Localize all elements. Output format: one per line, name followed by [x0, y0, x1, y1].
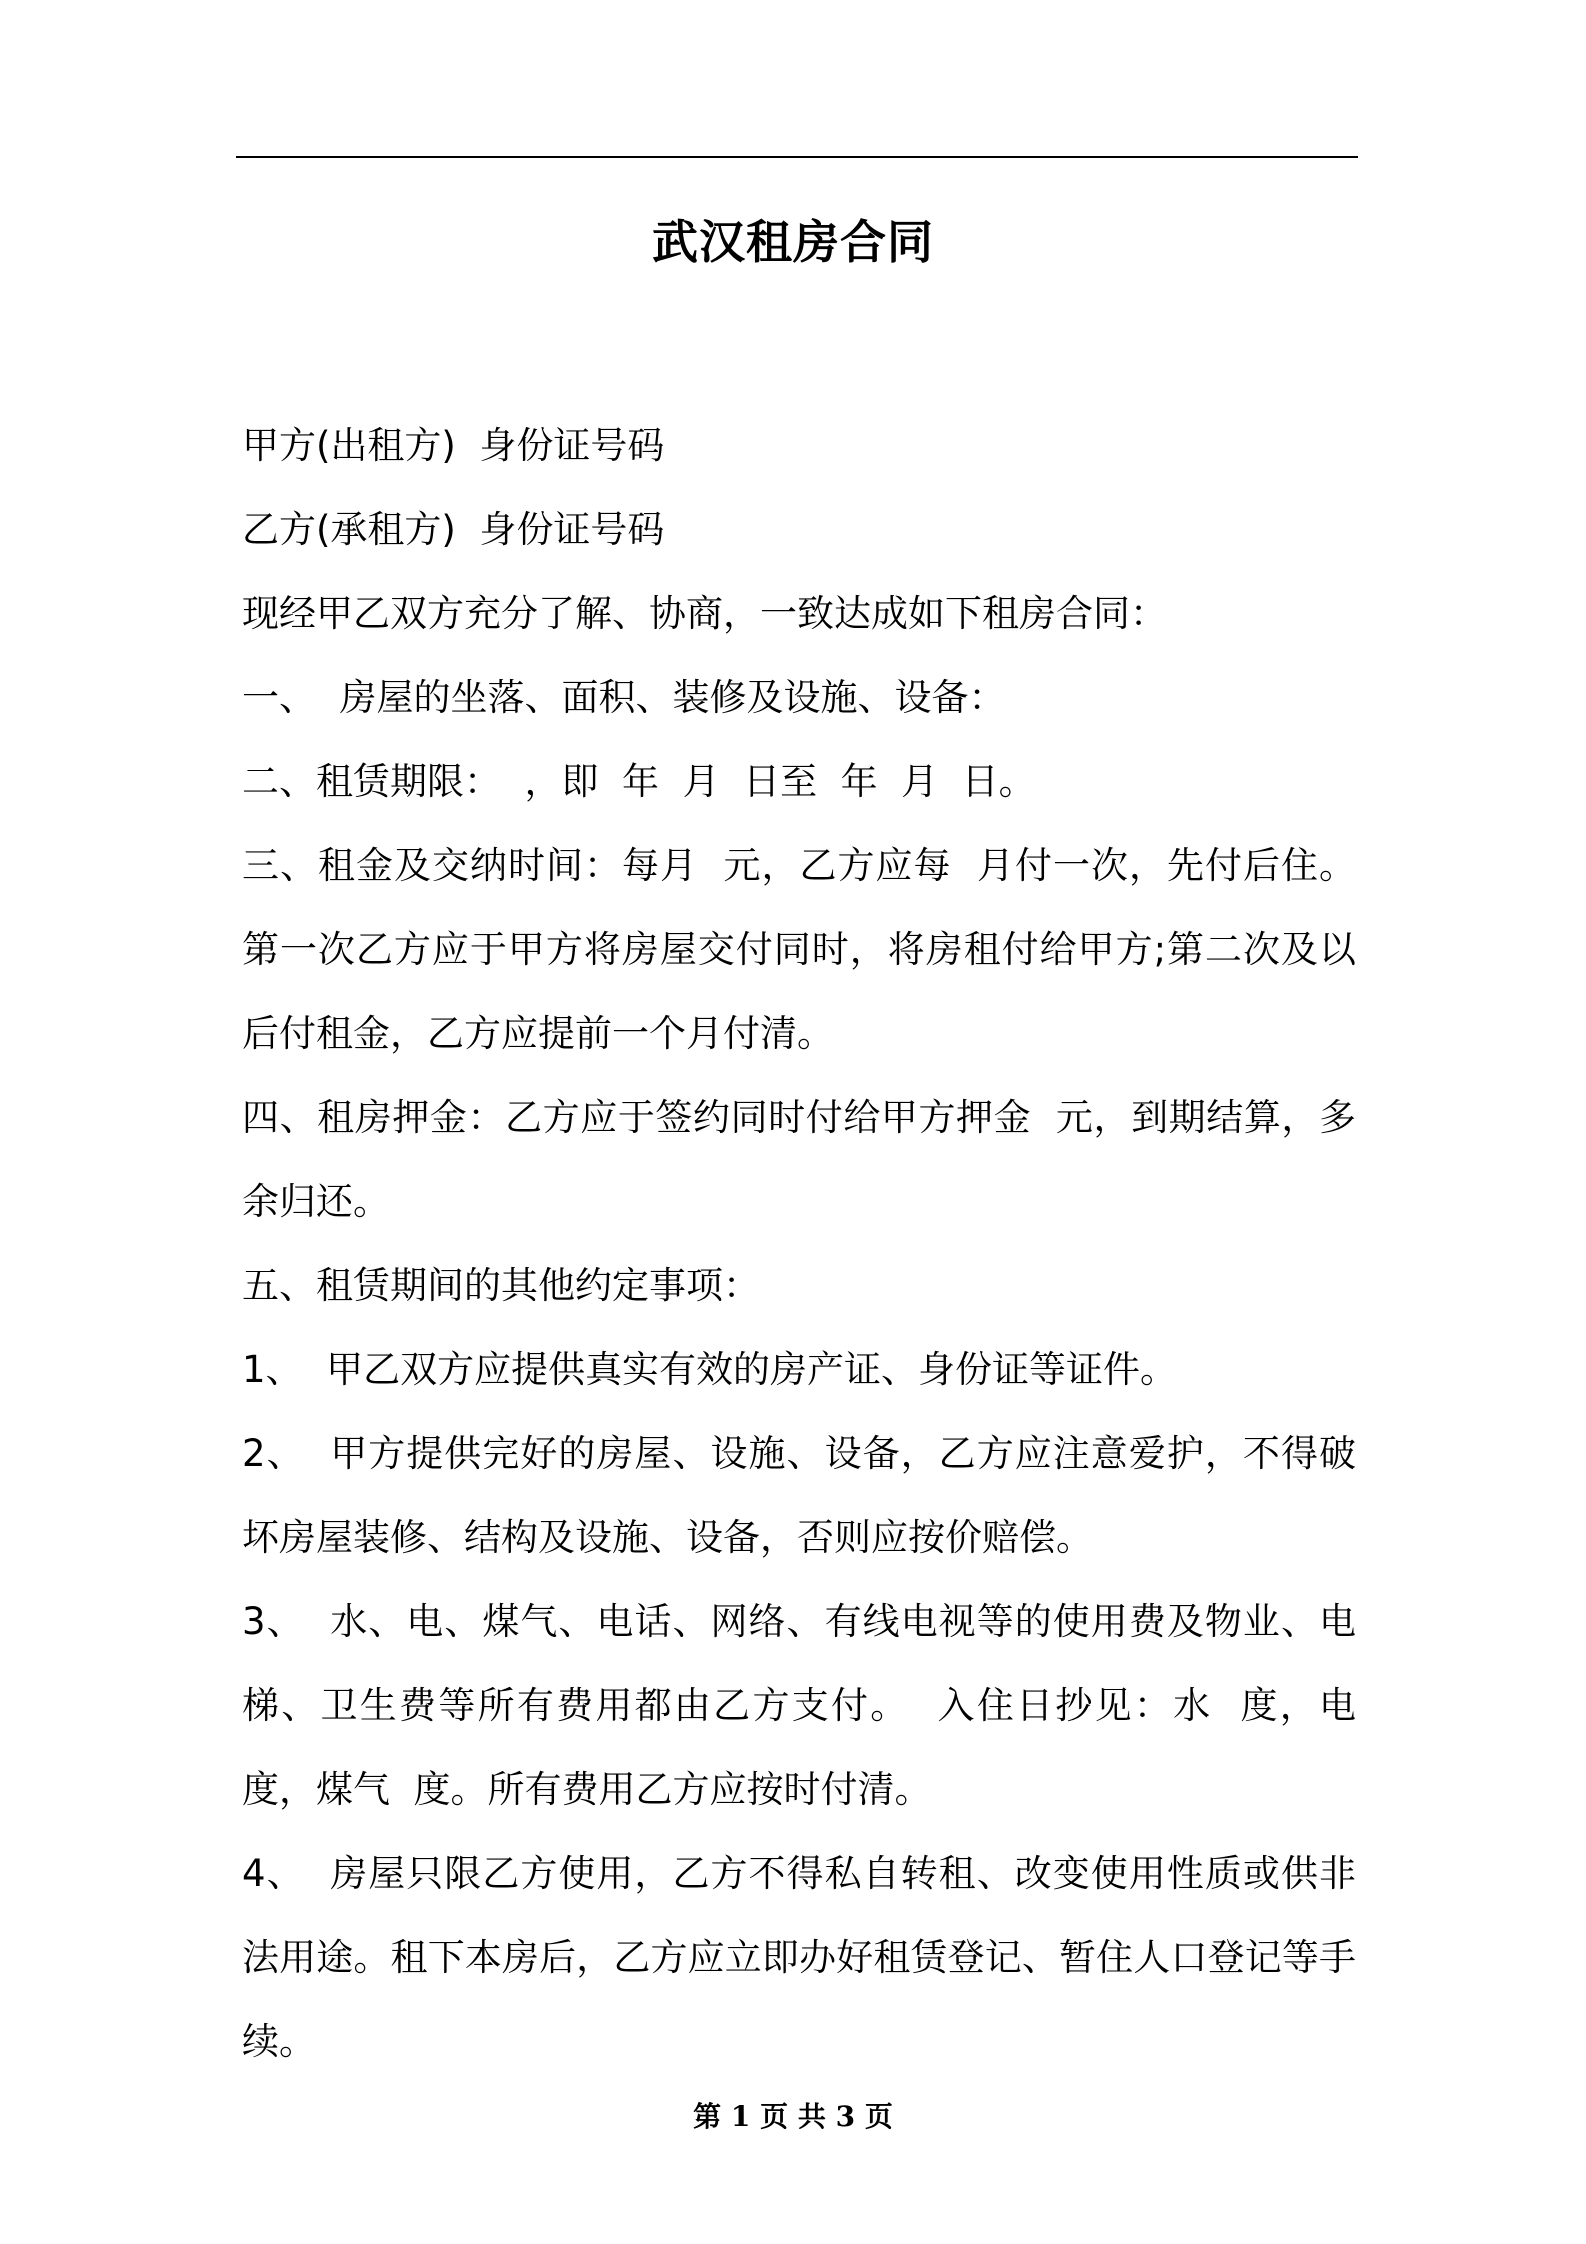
paragraph-clause-1: 一、 房屋的坐落、面积、装修及设施、设备：: [242, 676, 1006, 719]
paragraph-clause-3: 三、租金及交纳时间：每月 元，乙方应每 月付一次，先付后住。第一次乙方应于甲方将房屋交付同时，将房租付给甲方;第二次及以后付租金，乙方应提前一个月付清。: [242, 844, 1356, 1055]
paragraph-item-3: 3、 水、电、煤气、电话、网络、有线电视等的使用费及物业、电梯、卫生费等所有费用都由乙方支付。 入住日抄见：水 度，电 度，煤气 度。所有费用乙方应按时付清。: [242, 1600, 1380, 1811]
paragraph-tenant: 乙方(承租方) 身份证号码: [242, 508, 665, 551]
paragraph-item-1: 1、 甲乙双方应提供真实有效的房产证、身份证等证件。: [242, 1348, 1178, 1391]
document-body: [242, 404, 1380, 2084]
paragraph-landlord: 甲方(出租方) 身份证号码: [242, 424, 665, 467]
paragraph-clause-2: 二、租赁期限： ，即 年 月 日至 年 月 日。: [242, 760, 1036, 803]
header-rule: [236, 156, 1358, 158]
paragraph-item-4: 4、 房屋只限乙方使用，乙方不得私自转租、改变使用性质或供非法用途。租下本房后，乙方应立即办好租赁登记、暂住人口登记等手续。: [242, 1852, 1356, 2063]
paragraph-clause-4: 四、租房押金：乙方应于签约同时付给甲方押金 元，到期结算，多余归还。: [242, 1096, 1356, 1223]
document-title: 武汉租房合同: [652, 215, 934, 269]
paragraph-clause-5: 五、租赁期间的其他约定事项：: [242, 1264, 760, 1307]
page-number-footer: 第 1 页 共 3 页: [693, 2100, 893, 2133]
paragraph-preamble: 现经甲乙双方充分了解、协商，一致达成如下租房合同：: [242, 592, 1167, 635]
paragraph-item-2: 2、 甲方提供完好的房屋、设施、设备，乙方应注意爱护，不得破坏房屋装修、结构及设施、设备，否则应按价赔偿。: [242, 1432, 1356, 1559]
